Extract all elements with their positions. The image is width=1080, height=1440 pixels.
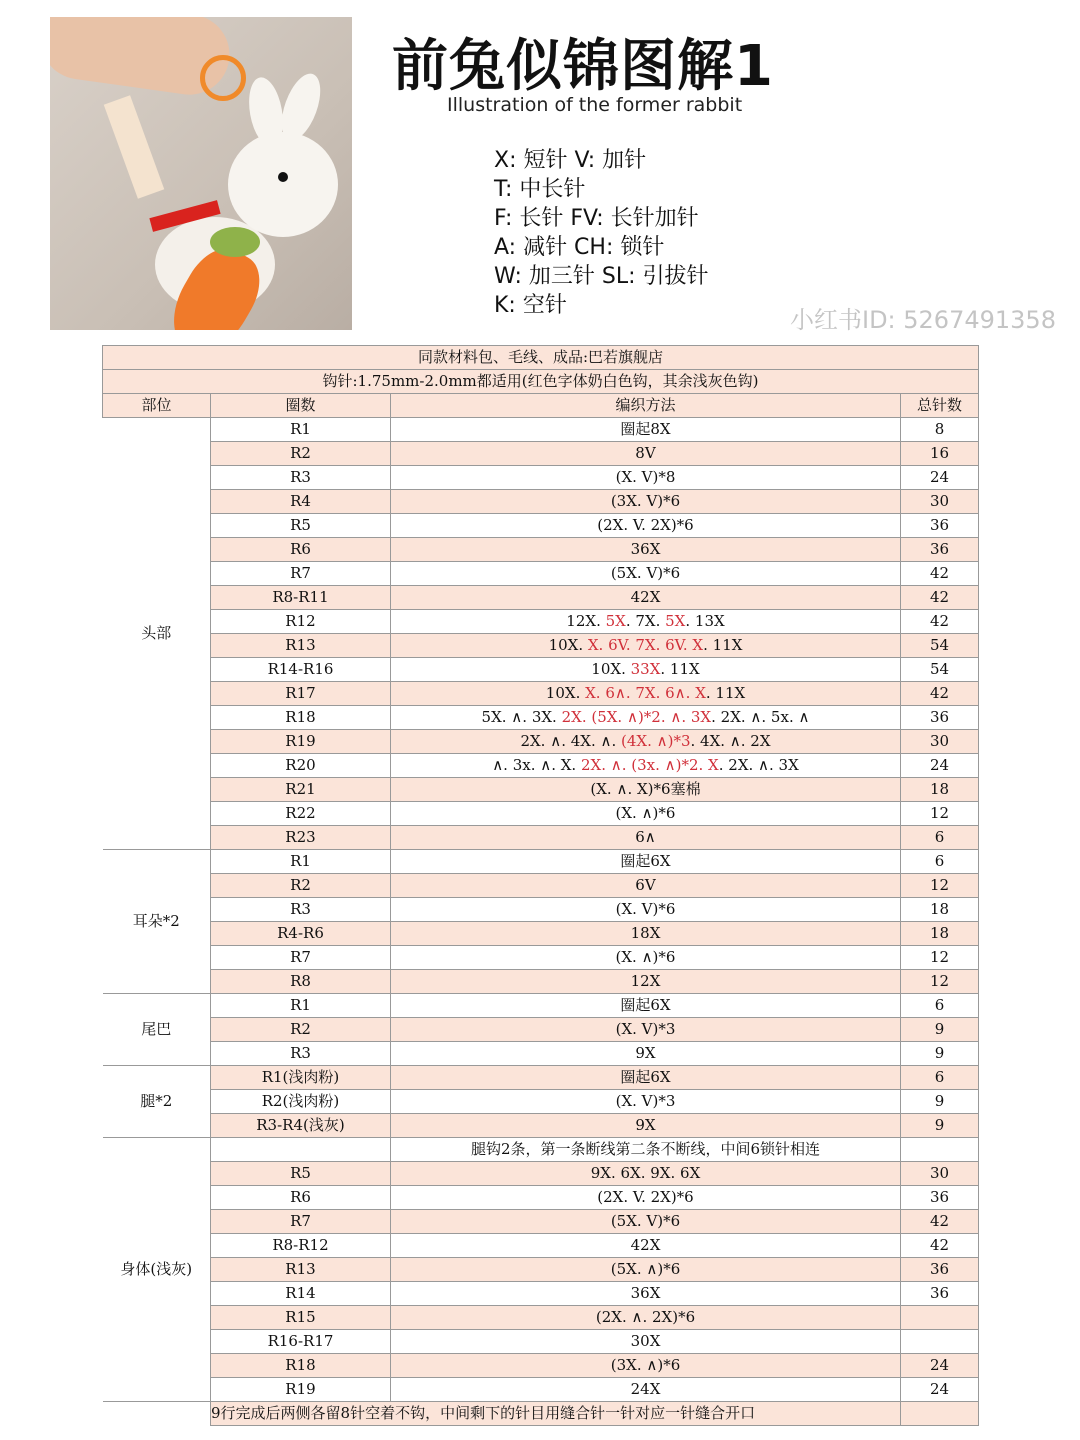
part-cell: 身体(浅灰) <box>103 1138 211 1402</box>
method-cell <box>391 1330 901 1354</box>
header-round: 圈数 <box>211 394 391 418</box>
table-row <box>103 874 979 898</box>
method-cell <box>391 562 901 586</box>
table-row <box>103 1090 979 1114</box>
method-cell <box>391 1234 901 1258</box>
table-row <box>103 514 979 538</box>
method-cell <box>391 1066 901 1090</box>
method-segment: . 2X. ∧. 3X <box>718 756 799 774</box>
round-cell: R2 <box>211 442 391 466</box>
method-segment: (5X. ∧)*6 <box>610 1260 681 1278</box>
method-cell <box>391 1186 901 1210</box>
round-cell: R3-R4(浅灰) <box>211 1114 391 1138</box>
method-cell <box>391 970 901 994</box>
total-cell: 54 <box>901 634 979 658</box>
method-segment: 2X. ∧. 4X. ∧. <box>520 732 621 750</box>
method-cell <box>391 658 901 682</box>
method-segment: 33X <box>630 660 661 678</box>
method-segment: X. 6V. 7X. 6V. X <box>587 636 704 654</box>
method-segment: . 7X. <box>625 612 666 630</box>
table-row <box>103 1378 979 1402</box>
total-cell: 12 <box>901 874 979 898</box>
round-cell: R19 <box>211 1378 391 1402</box>
product-photo <box>50 17 352 330</box>
round-cell: R2 <box>211 874 391 898</box>
total-cell: 9 <box>901 1114 979 1138</box>
table-row <box>103 1258 979 1282</box>
table-row <box>103 1162 979 1186</box>
table-row <box>103 418 979 442</box>
total-cell: 24 <box>901 1378 979 1402</box>
pattern-table <box>102 345 979 1426</box>
method-segment: 圈起6X <box>620 996 671 1014</box>
method-segment: (2X. V. 2X)*6 <box>597 1188 694 1206</box>
table-row <box>103 706 979 730</box>
table-row <box>103 1018 979 1042</box>
method-segment: (X. V)*6 <box>615 900 676 918</box>
table-row <box>103 826 979 850</box>
total-cell: 36 <box>901 1258 979 1282</box>
total-cell: 18 <box>901 778 979 802</box>
total-cell: 36 <box>901 706 979 730</box>
total-cell: 24 <box>901 466 979 490</box>
round-cell: R12 <box>211 610 391 634</box>
part-cell: 头部 <box>103 418 211 850</box>
table-row <box>103 442 979 466</box>
round-cell: R14 <box>211 1282 391 1306</box>
method-cell <box>391 946 901 970</box>
total-cell: 36 <box>901 514 979 538</box>
total-cell: 42 <box>901 610 979 634</box>
method-segment: 2X. (5X. ∧)*2. ∧. 3X <box>561 708 712 726</box>
round-cell: R15 <box>211 1306 391 1330</box>
watermark: 小红书ID: 5267491358 <box>790 306 1056 334</box>
table-row <box>103 850 979 874</box>
method-cell <box>391 1042 901 1066</box>
method-cell <box>391 1090 901 1114</box>
total-cell: 54 <box>901 658 979 682</box>
method-segment: (2X. ∧. 2X)*6 <box>595 1308 696 1326</box>
table-row <box>103 634 979 658</box>
method-segment: 8V <box>635 444 656 462</box>
round-cell: R6 <box>211 1186 391 1210</box>
method-cell <box>391 586 901 610</box>
method-segment: 圈起8X <box>620 420 671 438</box>
table-row <box>103 466 979 490</box>
method-segment: (X. ∧)*6 <box>615 804 676 822</box>
method-segment: (5X. V)*6 <box>610 564 681 582</box>
header-part: 部位 <box>103 394 211 418</box>
round-cell: R3 <box>211 898 391 922</box>
table-row <box>103 490 979 514</box>
total-cell: 9 <box>901 1042 979 1066</box>
total-cell: 36 <box>901 538 979 562</box>
round-cell: R17 <box>211 682 391 706</box>
method-segment: 18X <box>630 924 661 942</box>
method-segment: ∧. 3x. ∧. X. <box>492 756 581 774</box>
table-row <box>103 682 979 706</box>
total-cell: 6 <box>901 826 979 850</box>
header-method: 编织方法 <box>391 394 901 418</box>
total-cell: 30 <box>901 1162 979 1186</box>
method-segment: 10X. <box>591 660 631 678</box>
total-cell: 12 <box>901 970 979 994</box>
method-cell <box>391 1162 901 1186</box>
method-segment: 30X <box>630 1332 661 1350</box>
total-cell <box>901 1306 979 1330</box>
table-row <box>103 562 979 586</box>
page-subtitle: Illustration of the former rabbit <box>447 94 743 116</box>
total-cell: 24 <box>901 754 979 778</box>
table-row <box>103 586 979 610</box>
method-cell <box>391 1210 901 1234</box>
total-cell: 30 <box>901 730 979 754</box>
method-cell <box>391 778 901 802</box>
method-segment: (X. ∧. X)*6塞棉 <box>590 780 701 798</box>
round-cell: R14-R16 <box>211 658 391 682</box>
footer-spacer <box>103 1402 211 1426</box>
part-cell: 腿*2 <box>103 1066 211 1138</box>
round-cell: R3 <box>211 466 391 490</box>
round-cell: R20 <box>211 754 391 778</box>
method-cell <box>391 514 901 538</box>
method-cell <box>391 850 901 874</box>
total-cell: 42 <box>901 1234 979 1258</box>
method-cell <box>391 898 901 922</box>
info-shop: 同款材料包、毛线、成品:巴若旗舰店 <box>103 346 979 370</box>
method-segment: 6∧ <box>635 828 656 846</box>
method-segment: 2X. ∧. (3x. ∧)*2. X <box>580 756 719 774</box>
round-cell: R2 <box>211 1018 391 1042</box>
table-row <box>103 1282 979 1306</box>
legend-line: F: 长针 FV: 长针加针 <box>494 206 699 231</box>
round-cell: R7 <box>211 562 391 586</box>
total-cell: 42 <box>901 562 979 586</box>
table-row <box>103 610 979 634</box>
total-cell: 42 <box>901 682 979 706</box>
round-cell: R23 <box>211 826 391 850</box>
method-segment: 9X. 6X. 9X. 6X <box>590 1164 701 1182</box>
table-row <box>103 946 979 970</box>
method-cell <box>391 730 901 754</box>
table-row <box>103 754 979 778</box>
total-cell: 6 <box>901 994 979 1018</box>
total-cell: 6 <box>901 850 979 874</box>
legend-line: W: 加三针 SL: 引拔针 <box>494 264 709 289</box>
round-cell: R13 <box>211 634 391 658</box>
method-segment: (X. V)*3 <box>615 1020 676 1038</box>
round-cell: R16-R17 <box>211 1330 391 1354</box>
method-cell <box>391 994 901 1018</box>
method-segment: 10X. <box>545 684 586 702</box>
total-cell: 8 <box>901 418 979 442</box>
total-cell: 18 <box>901 898 979 922</box>
total-cell: 36 <box>901 1282 979 1306</box>
table-row <box>103 778 979 802</box>
round-cell: R22 <box>211 802 391 826</box>
total-cell <box>901 1138 979 1162</box>
total-cell: 36 <box>901 1186 979 1210</box>
round-cell: R4-R6 <box>211 922 391 946</box>
round-cell: R1 <box>211 850 391 874</box>
table-row <box>103 1330 979 1354</box>
info-hook: 钩针:1.75mm-2.0mm都适用(红色字体奶白色钩，其余浅灰色钩) <box>103 370 979 394</box>
legend-line: T: 中长针 <box>494 177 586 202</box>
total-cell: 24 <box>901 1354 979 1378</box>
method-segment: 圈起6X <box>620 1068 671 1086</box>
method-segment: X. 6∧. 7X. 6∧. X <box>585 684 706 702</box>
round-cell: R1 <box>211 994 391 1018</box>
table-row <box>103 802 979 826</box>
round-cell: R5 <box>211 514 391 538</box>
method-segment: 10X. <box>548 636 588 654</box>
method-segment: 42X <box>630 1236 661 1254</box>
method-cell <box>391 874 901 898</box>
round-cell: R19 <box>211 730 391 754</box>
method-segment: (3X. V)*6 <box>610 492 681 510</box>
method-segment: (X. V)*3 <box>615 1092 676 1110</box>
total-cell: 6 <box>901 1066 979 1090</box>
table-row <box>103 1210 979 1234</box>
round-cell: R1 <box>211 418 391 442</box>
method-cell <box>391 1282 901 1306</box>
total-cell: 12 <box>901 946 979 970</box>
method-segment: . 13X <box>685 612 725 630</box>
method-segment: 6V <box>635 876 656 894</box>
method-segment: 42X <box>630 588 661 606</box>
method-cell <box>391 1114 901 1138</box>
method-segment: 5X. ∧. 3X. <box>481 708 562 726</box>
table-row <box>103 1138 979 1162</box>
method-segment: 圈起6X <box>620 852 671 870</box>
footer-note: 9行完成后两侧各留8针空着不钩，中间剩下的针目用缝合针一针对应一针缝合开口 <box>211 1402 901 1426</box>
table-row <box>103 1042 979 1066</box>
total-cell <box>901 1330 979 1354</box>
total-cell: 12 <box>901 802 979 826</box>
table-row <box>103 994 979 1018</box>
method-cell <box>391 1354 901 1378</box>
round-cell: R5 <box>211 1162 391 1186</box>
round-cell: R21 <box>211 778 391 802</box>
method-segment: 5X <box>605 612 626 630</box>
method-cell <box>391 754 901 778</box>
method-cell <box>391 802 901 826</box>
method-segment: 12X <box>630 972 661 990</box>
table-row <box>103 898 979 922</box>
method-cell <box>391 1378 901 1402</box>
table-row <box>103 1186 979 1210</box>
table-row <box>103 1354 979 1378</box>
method-cell <box>391 1138 901 1162</box>
method-cell <box>391 1306 901 1330</box>
round-cell <box>211 1138 391 1162</box>
method-segment: (2X. V. 2X)*6 <box>597 516 694 534</box>
legend-line: K: 空针 <box>494 293 567 318</box>
legend-line: A: 减针 CH: 锁针 <box>494 235 665 260</box>
total-cell: 30 <box>901 490 979 514</box>
method-segment: 腿钩2条，第一条断线第二条不断线，中间6锁针相连 <box>470 1140 821 1158</box>
method-segment: . 11X <box>660 660 700 678</box>
method-segment: (3X. ∧)*6 <box>610 1356 681 1374</box>
table-row <box>103 1306 979 1330</box>
table-row <box>103 730 979 754</box>
round-cell: R4 <box>211 490 391 514</box>
method-cell <box>391 922 901 946</box>
method-cell <box>391 682 901 706</box>
table-row <box>103 970 979 994</box>
method-segment: (4X. ∧)*3 <box>621 732 691 750</box>
total-cell: 9 <box>901 1018 979 1042</box>
total-cell: 42 <box>901 586 979 610</box>
method-cell <box>391 826 901 850</box>
method-segment: 9X <box>635 1116 656 1134</box>
method-cell <box>391 1258 901 1282</box>
method-cell <box>391 634 901 658</box>
footer-total <box>901 1402 979 1426</box>
round-cell: R8-R12 <box>211 1234 391 1258</box>
legend-line: X: 短针 V: 加针 <box>494 148 647 173</box>
method-segment: . 11X <box>705 684 746 702</box>
method-segment: 24X <box>630 1380 661 1398</box>
method-segment: 5X <box>665 612 686 630</box>
table-row <box>103 922 979 946</box>
table-row <box>103 1234 979 1258</box>
method-cell <box>391 442 901 466</box>
total-cell: 42 <box>901 1210 979 1234</box>
round-cell: R3 <box>211 1042 391 1066</box>
table-row <box>103 1066 979 1090</box>
method-cell <box>391 490 901 514</box>
method-segment: 12X. <box>566 612 606 630</box>
total-cell: 16 <box>901 442 979 466</box>
method-segment: . 11X <box>703 636 743 654</box>
stitch-legend <box>494 146 709 320</box>
method-cell <box>391 538 901 562</box>
method-segment: . 4X. ∧. 2X <box>690 732 771 750</box>
part-cell: 尾巴 <box>103 994 211 1066</box>
method-cell <box>391 706 901 730</box>
round-cell: R7 <box>211 946 391 970</box>
method-cell <box>391 1018 901 1042</box>
round-cell: R18 <box>211 1354 391 1378</box>
method-segment: (X. V)*8 <box>615 468 676 486</box>
method-segment: 9X <box>635 1044 656 1062</box>
method-cell <box>391 466 901 490</box>
page-title: 前兔似锦图解1 <box>392 34 774 99</box>
round-cell: R1(浅肉粉) <box>211 1066 391 1090</box>
round-cell: R7 <box>211 1210 391 1234</box>
method-segment: . 2X. ∧. 5x. ∧ <box>711 708 810 726</box>
total-cell: 9 <box>901 1090 979 1114</box>
part-cell: 耳朵*2 <box>103 850 211 994</box>
method-segment: (X. ∧)*6 <box>615 948 676 966</box>
table-row <box>103 538 979 562</box>
method-cell <box>391 418 901 442</box>
table-row <box>103 658 979 682</box>
footer-row <box>103 1402 979 1426</box>
header-total: 总针数 <box>901 394 979 418</box>
method-segment: 36X <box>630 1284 661 1302</box>
method-cell <box>391 610 901 634</box>
round-cell: R8 <box>211 970 391 994</box>
method-segment: 36X <box>630 540 661 558</box>
round-cell: R13 <box>211 1258 391 1282</box>
round-cell: R18 <box>211 706 391 730</box>
round-cell: R2(浅肉粉) <box>211 1090 391 1114</box>
round-cell: R8-R11 <box>211 586 391 610</box>
method-segment: (5X. V)*6 <box>610 1212 681 1230</box>
table-row <box>103 1114 979 1138</box>
total-cell: 18 <box>901 922 979 946</box>
round-cell: R6 <box>211 538 391 562</box>
